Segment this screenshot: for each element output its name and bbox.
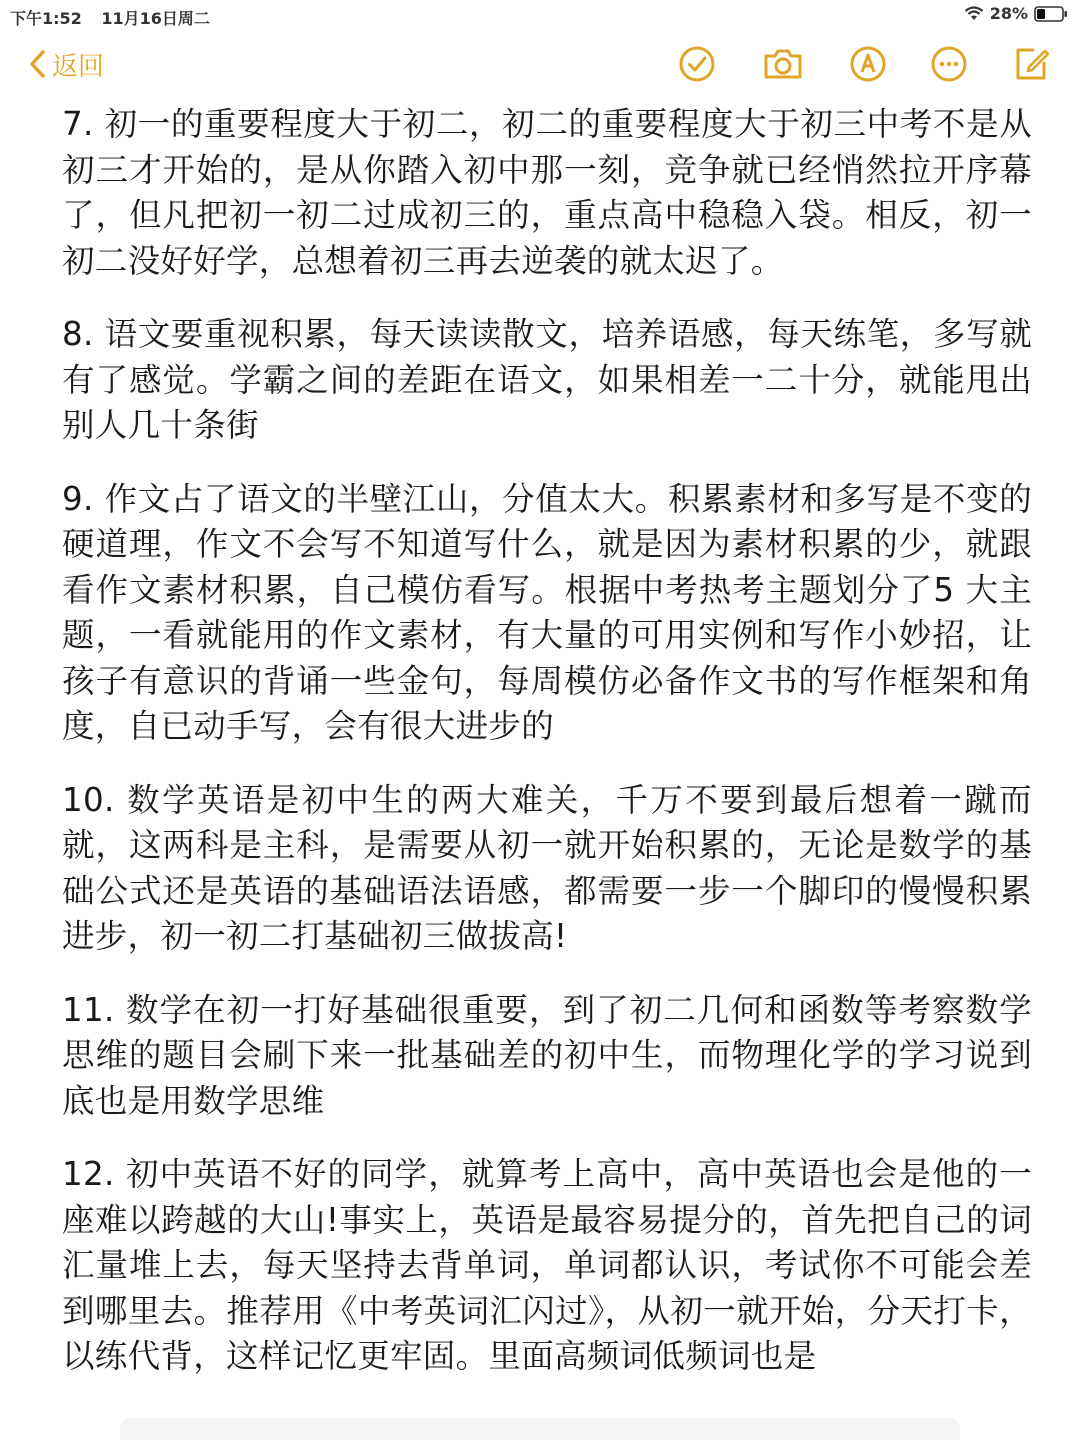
- status-time: 下午1:52: [10, 9, 82, 28]
- camera-icon[interactable]: [761, 44, 805, 84]
- back-label: 返回: [52, 51, 105, 82]
- battery-icon: [1034, 6, 1068, 22]
- status-right: [964, 4, 1068, 23]
- note-paragraph: 12. 初中英语不好的同学，就算考上高中，高中英语也会是他的一座难以跨越的大山!事实上，英语是最容易提分的，首先把自己的词汇量堆上去，每天坚持去背单词，单词都认识，考试你不可能会差到哪里去。推荐用《中考英词汇闪过》，从初一就开始，分天打卡，以练代背，这样记忆更牢固。里面高频词低频词也是: [62, 1155, 1032, 1375]
- status-date: 11月16日周二: [101, 9, 210, 28]
- back-button[interactable]: [28, 44, 104, 84]
- note-paragraph: 11. 数学在初一打好基础很重要，到了初二几何和函数等考察数学思维的题目会刷下来一批基础差的初中生，而物理化学的学习说到底也是用数学思维: [62, 990, 1032, 1120]
- chevron-left-icon: [28, 49, 46, 79]
- note-body[interactable]: [62, 102, 1032, 1408]
- more-icon[interactable]: [929, 44, 969, 84]
- note-paragraph: 7. 初一的重要程度大于初二，初二的重要程度大于初三中考不是从初三才开始的，是从你踏入初中那一刻，竞争就已经悄然拉开序幕了，但凡把初一初二过成初三的，重点高中稳稳入袋。相反，初一初二没好好学，总想着初三再去逆袭的就太迟了。: [62, 105, 1032, 280]
- note-paragraph: 10. 数学英语是初中生的两大难关，千万不要到最后想着一蹴而就，这两科是主科，是需要从初一就开始积累的，无论是数学的基础公式还是英语的基础语法语感，都需要一步一个脚印的慢慢积累进步，初一初二打基础初三做拔高!: [62, 780, 1032, 955]
- wifi-icon: [964, 6, 984, 22]
- note-paragraph: 8. 语文要重视积累，每天读读散文，培养语感，每天练笔，多写就有了感觉。学霸之间的差距在语文，如果相差一二十分，就能甩出别人几十条街: [62, 315, 1032, 444]
- markup-icon[interactable]: [848, 44, 888, 84]
- note-paragraph: 9. 作文占了语文的半壁江山，分值太大。积累素材和多写是不变的硬道理，作文不会写不知道写什么，就是因为素材积累的少，就跟看作文素材积累，自己模仿看写。根据中考热考主题划分了5 大主题，一看就能用的作文素材，有大量的可用实例和写作小妙招，让孩子有意识的背诵一些金句，每周模仿必备作文书的写作框架和角度，自已动手写，会有很大进步的: [62, 479, 1032, 745]
- battery-percent: 28%: [989, 4, 1028, 23]
- toolbar: [0, 38, 1080, 94]
- bottom-fade: [120, 1418, 960, 1440]
- status-time-date: [10, 6, 210, 29]
- compose-icon[interactable]: [1012, 44, 1052, 84]
- status-bar: [0, 0, 1080, 32]
- checklist-icon[interactable]: [677, 44, 717, 84]
